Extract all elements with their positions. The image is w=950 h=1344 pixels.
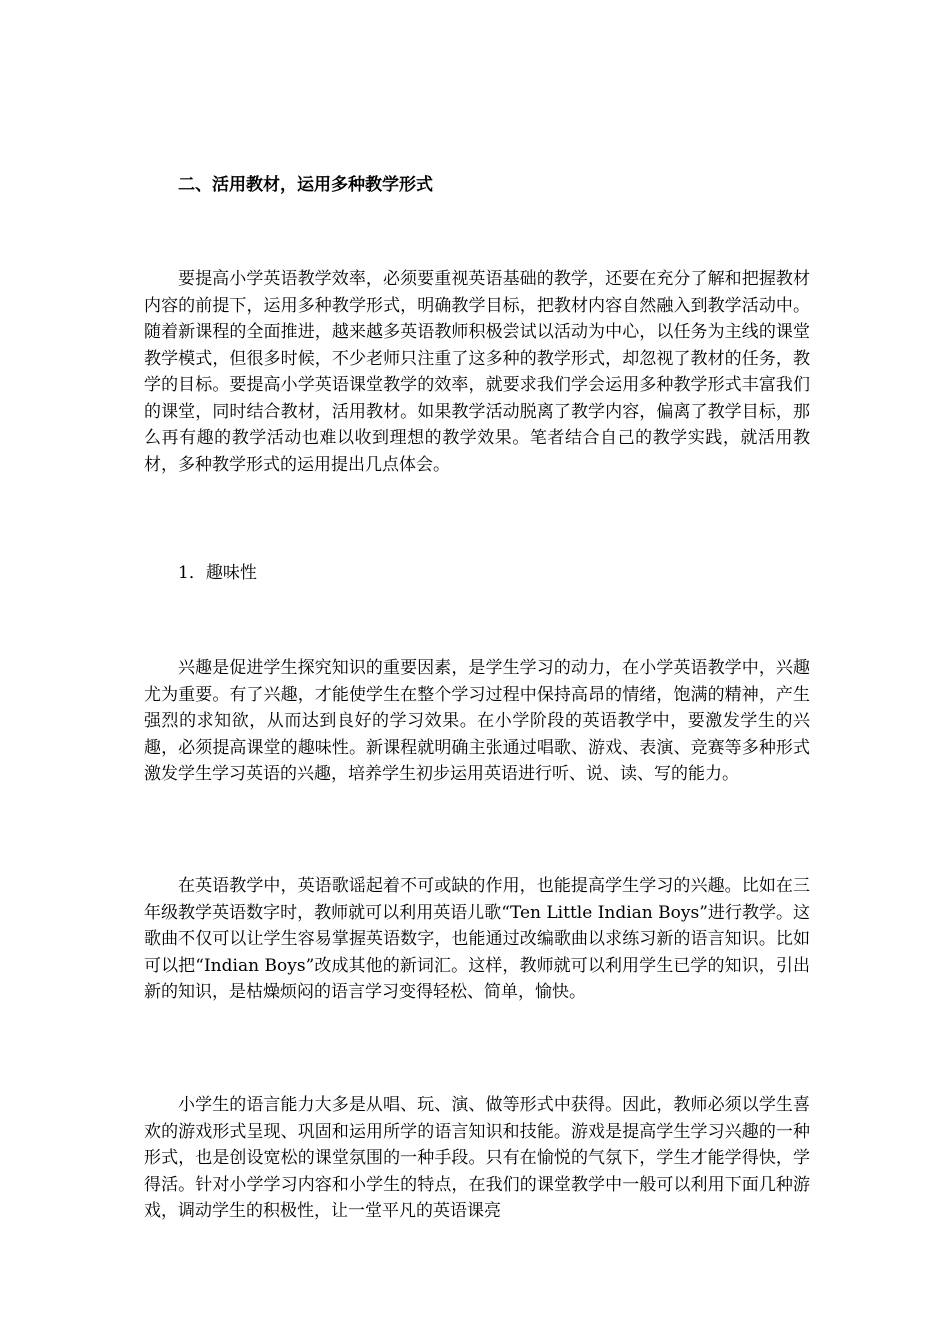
section-heading: 二、活用教材，运用多种教学形式 (178, 175, 433, 195)
paragraph-games: 小学生的语言能力大多是从唱、玩、演、做等形式中获得。因此，教师必须以学生喜欢的游戏形式呈现、巩固和运用所学的语言知识和技能。游戏是提高学生学习兴趣的一种形式，也是创设宽松的课堂氛围的一种手段。只有在愉悦的气氛下，学生才能学得快，学得活。针对小学学习内容和小学生的特点，在我们的课堂教学中一般可以利用下面几种游戏，调动学生的积极性，让一堂平凡的英语课亮 (144, 1095, 810, 1221)
paragraph-interest: 兴趣是促进学生探究知识的重要因素，是学生学习的动力，在小学英语教学中，兴趣尤为重要。有了兴趣，才能使学生在整个学习过程中保持高昂的情绪，饱满的精神，产生强烈的求知欲，从而达到良好的学习效果。在小学阶段的英语教学中，要激发学生的兴趣，必须提高课堂的趣味性。新课程就明确主张通过唱歌、游戏、表演、竞赛等多种形式激发学生学习英语的兴趣，培养学生初步运用英语进行听、说、读、写的能力。 (144, 658, 810, 784)
paragraph-intro: 要提高小学英语教学效率，必须要重视英语基础的教学，还要在充分了解和把握教材内容的前提下，运用多种教学形式，明确教学目标，把教材内容自然融入到教学活动中。随着新课程的全面推进，越来越多英语教师积极尝试以活动为中心，以任务为主线的课堂教学模式，但很多时候，不少老师只注重了这多种的教学形式，却忽视了教材的任务，教学的目标。要提高小学英语课堂教学的效率，就要求我们学会运用多种教学形式丰富我们的课堂，同时结合教材，活用教材。如果教学活动脱离了教学内容，偏离了教学目标，那么再有趣的教学活动也难以收到理想的教学效果。笔者结合自己的教学实践，就活用教材，多种教学形式的运用提出几点体会。 (144, 269, 810, 475)
subsection-heading: 1．趣味性 (178, 563, 257, 583)
paragraph-songs: 在英语教学中，英语歌谣起着不可或缺的作用，也能提高学生学习的兴趣。比如在三年级教学英语数字时，教师就可以利用英语儿歌“Ten Little Indian Boys”进行教学。这歌曲不仅可以让学生容易掌握英语数字，也能通过改编歌曲以求练习新的语言知识。比如可以把“Indian Boys”改成其他的新词汇。这样，教师就可以利用学生已学的知识，引出新的知识，是枯燥烦闷的语言学习变得轻松、简单，愉快。 (144, 876, 810, 1002)
